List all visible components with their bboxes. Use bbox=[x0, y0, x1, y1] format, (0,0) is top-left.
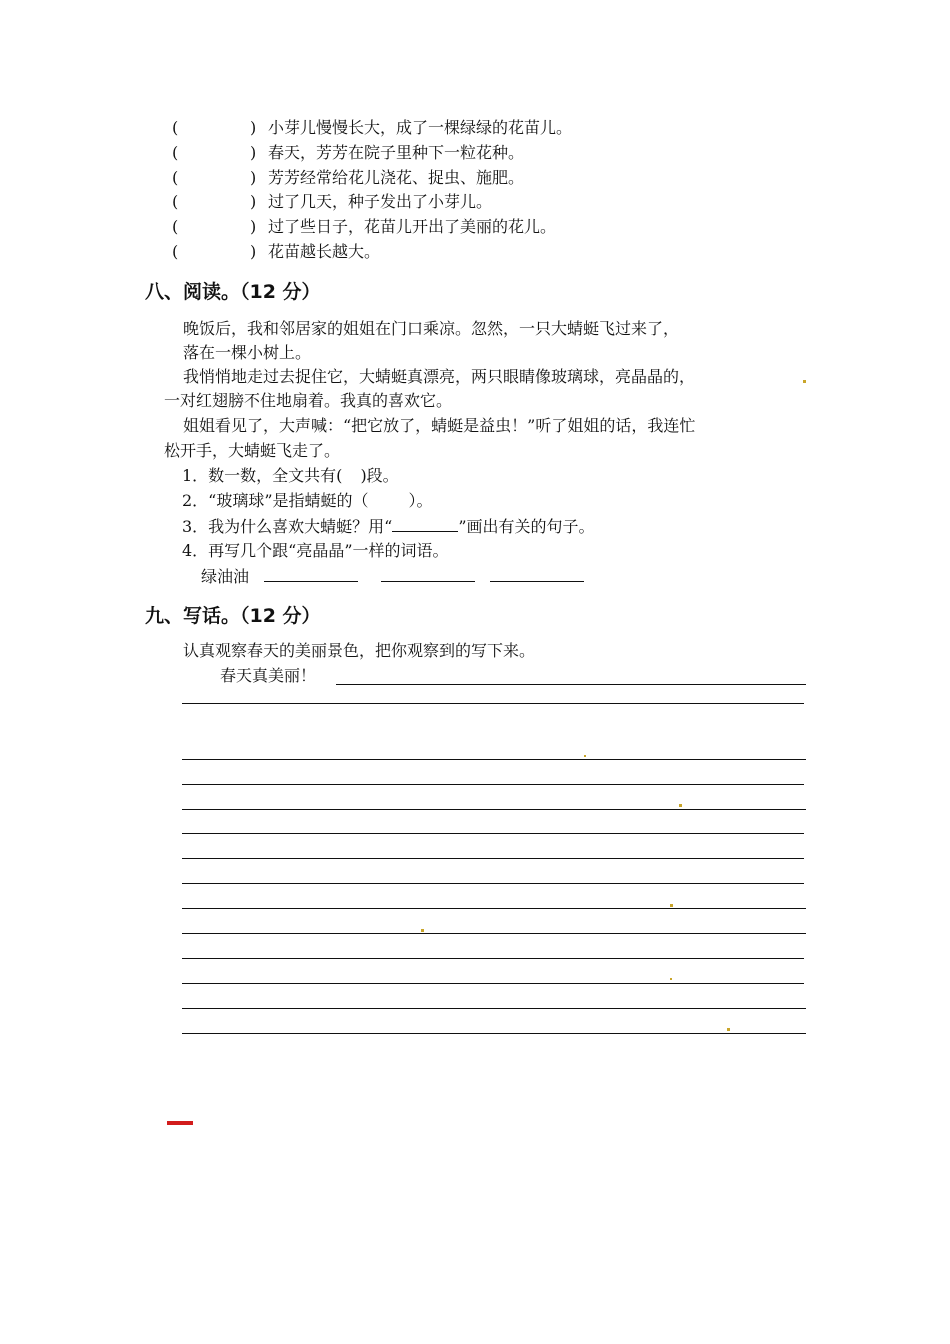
answer-paren-close: ) bbox=[250, 118, 257, 137]
question-2-suffix: ）。 bbox=[408, 491, 433, 510]
writing-line[interactable] bbox=[182, 908, 806, 909]
answer-paren-open: ( bbox=[172, 168, 179, 187]
passage-line: 姐姐看见了，大声喊：“把它放了，蜻蜓是益虫！”听了姐姐的话，我连忙 bbox=[183, 416, 696, 435]
writing-line[interactable] bbox=[182, 858, 804, 859]
print-speck bbox=[727, 1028, 730, 1031]
question-2-text: 2．“玻璃球”是指蜻蜓的（ bbox=[182, 491, 369, 510]
writing-line[interactable] bbox=[182, 809, 806, 810]
section-8-title: 八、阅读。（12 分） bbox=[145, 281, 321, 303]
writing-line[interactable] bbox=[182, 958, 804, 959]
order-item-text: 芳芳经常给花儿浇花、捉虫、施肥。 bbox=[268, 168, 525, 187]
answer-paren-open: ( bbox=[172, 217, 179, 236]
answer-paren-close: ) bbox=[250, 242, 257, 261]
order-item-text: 小芽儿慢慢长大，成了一棵绿绿的花苗儿。 bbox=[268, 118, 573, 137]
print-speck bbox=[670, 978, 672, 980]
writing-line[interactable] bbox=[182, 933, 806, 934]
answer-blank[interactable] bbox=[264, 565, 358, 582]
passage-line: 一对红翅膀不住地扇着。我真的喜欢它。 bbox=[164, 391, 453, 410]
writing-line[interactable] bbox=[182, 759, 806, 760]
question-3-suffix: ”画出有关的句子。 bbox=[458, 517, 595, 536]
passage-line: 松开手，大蜻蜓飞走了。 bbox=[164, 441, 341, 460]
question-1-suffix: )段。 bbox=[360, 466, 399, 485]
passage-line: 落在一棵小树上。 bbox=[183, 343, 312, 362]
writing-line[interactable] bbox=[182, 983, 804, 984]
answer-blank[interactable] bbox=[381, 565, 475, 582]
red-stamp-mark bbox=[167, 1121, 193, 1125]
print-speck bbox=[679, 804, 682, 807]
underline-blank bbox=[392, 515, 458, 532]
answer-paren-close: ) bbox=[250, 143, 257, 162]
answer-paren-close: ) bbox=[250, 217, 257, 236]
writing-line[interactable] bbox=[182, 1008, 806, 1009]
print-speck bbox=[584, 755, 586, 757]
question-4: 4．再写几个跟“亮晶晶”一样的词语。 bbox=[182, 541, 449, 560]
question-1 bbox=[182, 465, 399, 487]
writing-instruction: 认真观察春天的美丽景色，把你观察到的写下来。 bbox=[183, 641, 536, 660]
answer-paren-close: ) bbox=[250, 168, 257, 187]
answer-paren-close: ) bbox=[250, 192, 257, 211]
print-speck bbox=[421, 929, 424, 932]
writing-line[interactable] bbox=[182, 883, 804, 884]
writing-line[interactable] bbox=[182, 784, 804, 785]
order-item-text: 春天，芳芳在院子里种下一粒花种。 bbox=[268, 143, 525, 162]
print-speck bbox=[670, 904, 673, 907]
answer-paren-open: ( bbox=[172, 118, 179, 137]
passage-line: 我悄悄地走过去捉住它，大蜻蜓真漂亮，两只眼睛像玻璃球，亮晶晶的， bbox=[183, 367, 696, 386]
question-1-text: 1．数一数，全文共有( bbox=[182, 466, 343, 485]
order-item-text: 过了些日子，花苗儿开出了美丽的花儿。 bbox=[268, 217, 557, 236]
order-item-text: 花苗越长越大。 bbox=[268, 242, 381, 261]
answer-paren-open: ( bbox=[172, 143, 179, 162]
passage-line: 晚饭后，我和邻居家的姐姐在门口乘凉。忽然，一只大蜻蜓飞过来了， bbox=[183, 319, 680, 338]
writing-line[interactable] bbox=[182, 833, 804, 834]
question-4-answers bbox=[201, 565, 584, 588]
writing-line[interactable] bbox=[182, 1033, 806, 1034]
example-word: 绿油油 bbox=[201, 567, 250, 586]
answer-paren-open: ( bbox=[172, 242, 179, 261]
order-item-text: 过了几天，种子发出了小芽儿。 bbox=[268, 192, 493, 211]
writing-opening: 春天真美丽！ bbox=[220, 666, 317, 685]
question-3-text: 3．我为什么喜欢大蜻蜓？用“ bbox=[182, 517, 393, 536]
writing-line[interactable] bbox=[336, 684, 806, 685]
section-9-title: 九、写话。（12 分） bbox=[145, 605, 321, 627]
question-3 bbox=[182, 515, 595, 538]
question-2 bbox=[182, 490, 433, 512]
answer-paren-open: ( bbox=[172, 192, 179, 211]
writing-line[interactable] bbox=[182, 703, 804, 704]
answer-blank[interactable] bbox=[490, 565, 584, 582]
print-speck bbox=[803, 380, 806, 383]
